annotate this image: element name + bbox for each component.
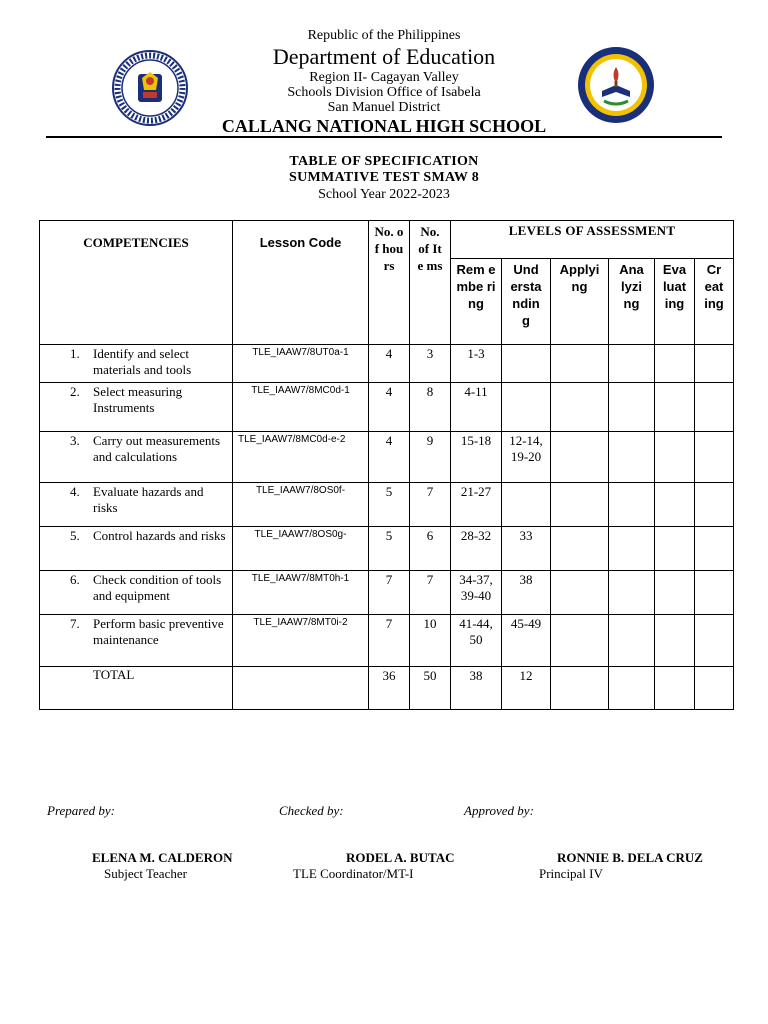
table-row (40, 615, 734, 667)
hours-cell: 4 (369, 432, 410, 483)
table-row (40, 383, 734, 432)
row-number: 4. (70, 484, 80, 499)
competency-cell (40, 345, 233, 383)
table-row (40, 345, 734, 383)
applying-cell (551, 483, 609, 527)
header-creating-text: Cr eat ing (704, 262, 724, 311)
header-remembering-text: Rem embe ring (456, 262, 496, 311)
hours-cell: 4 (369, 383, 410, 432)
hours-cell: 5 (369, 483, 410, 527)
creating-cell (695, 527, 734, 571)
competency-text: Carry out measurements and calculations (93, 433, 221, 464)
creating-cell (695, 571, 734, 615)
header-remembering (451, 259, 502, 345)
items-cell: 9 (410, 432, 451, 483)
table-header-row (40, 221, 734, 259)
competency-cell (40, 571, 233, 615)
table-row (40, 432, 734, 483)
remembering-cell: 1-3 (451, 345, 502, 383)
remembering-text: 41-44,50 (459, 616, 493, 647)
total-remembering: 38 (451, 667, 502, 710)
applying-cell (551, 571, 609, 615)
prepared-role: Subject Teacher (104, 866, 187, 881)
total-label: TOTAL (40, 667, 233, 710)
header-evaluating-text: Eva luat ing (662, 262, 687, 311)
header-items-text: No. of Ite ms (417, 224, 443, 273)
lesson-code: TLE_IAAW7/8UT0a-1 (233, 345, 369, 383)
evaluating-cell (655, 527, 695, 571)
school-name: CALLANG NATIONAL HIGH SCHOOL (221, 116, 547, 136)
header-competencies: COMPETENCIES (40, 221, 233, 345)
competency-cell (40, 432, 233, 483)
evaluating-cell (655, 432, 695, 483)
prepared-label: Prepared by: (47, 803, 115, 818)
items-cell: 3 (410, 345, 451, 383)
remembering-cell: 4-11 (451, 383, 502, 432)
header-evaluating (655, 259, 695, 345)
header-rule (46, 136, 722, 138)
checked-name: RODEL A. BUTAC (346, 850, 455, 865)
document-title: TABLE OF SPECIFICATION (289, 154, 479, 169)
total-items: 50 (410, 667, 451, 710)
header-items (410, 221, 451, 345)
remembering-cell: 15-18 (451, 432, 502, 483)
evaluating-cell (655, 615, 695, 667)
creating-cell (695, 345, 734, 383)
creating-cell (695, 432, 734, 483)
table-total-row (40, 667, 734, 710)
header-understanding (502, 259, 551, 345)
school-year: School Year 2022-2023 (318, 187, 450, 202)
lesson-code: TLE_IAAW7/8MC0d-1 (233, 383, 369, 432)
items-cell: 10 (410, 615, 451, 667)
republic-line: Republic of the Philippines (307, 28, 461, 43)
table-row (40, 527, 734, 571)
lesson-code: TLE_IAAW7/8OS0f- (233, 483, 369, 527)
competency-cell (40, 383, 233, 432)
total-applying (551, 667, 609, 710)
row-number: 5. (70, 528, 80, 543)
hours-cell: 7 (369, 571, 410, 615)
understanding-cell (502, 345, 551, 383)
row-number: 1. (70, 346, 80, 361)
remembering-cell: 21-27 (451, 483, 502, 527)
lesson-code: TLE_IAAW7/8OS0g- (233, 527, 369, 571)
understanding-cell: 33 (502, 527, 551, 571)
header-analyzing (609, 259, 655, 345)
analyzing-cell (609, 527, 655, 571)
creating-cell (695, 483, 734, 527)
lesson-code: TLE_IAAW7/8MC0d-e-2 (233, 432, 369, 483)
region-line: Region II- Cagayan Valley (309, 70, 459, 85)
analyzing-cell (609, 571, 655, 615)
evaluating-cell (655, 383, 695, 432)
header-applying (551, 259, 609, 345)
row-number: 6. (70, 572, 80, 587)
remembering-cell: 28-32 (451, 527, 502, 571)
understanding-cell (502, 383, 551, 432)
analyzing-cell (609, 483, 655, 527)
understanding-text: 12-14, 19-20 (509, 433, 543, 464)
understanding-cell: 38 (502, 571, 551, 615)
applying-cell (551, 345, 609, 383)
header-understanding-text: Und ersta ndin g (510, 262, 542, 328)
competency-text: Evaluate hazards and risks (93, 484, 204, 515)
items-cell: 6 (410, 527, 451, 571)
lesson-code: TLE_IAAW7/8MT0h-1 (233, 571, 369, 615)
header-applying-text: Applyi ng (559, 262, 600, 294)
competency-text: Select measuring Instruments (93, 384, 183, 415)
total-understanding: 12 (502, 667, 551, 710)
prepared-name: ELENA M. CALDERON (92, 850, 233, 865)
items-cell: 7 (410, 571, 451, 615)
competency-cell (40, 615, 233, 667)
creating-cell (695, 615, 734, 667)
header-levels: LEVELS OF ASSESSMENT (451, 221, 734, 259)
total-analyzing (609, 667, 655, 710)
checked-role: TLE Coordinator/MT-I (293, 866, 414, 881)
applying-cell (551, 527, 609, 571)
applying-cell (551, 432, 609, 483)
total-evaluating (655, 667, 695, 710)
approved-role: Principal IV (539, 866, 603, 881)
district-line: San Manuel District (327, 100, 441, 115)
region-block (0, 70, 768, 115)
header-analyzing-text: Ana lyzi ng (619, 262, 644, 311)
applying-cell (551, 383, 609, 432)
evaluating-cell (655, 345, 695, 383)
remembering-cell (451, 615, 502, 667)
evaluating-cell (655, 571, 695, 615)
total-creating (695, 667, 734, 710)
total-hours: 36 (369, 667, 410, 710)
competency-text: Identify and select materials and tools (93, 346, 192, 377)
division-line: Schools Division Office of Isabela (287, 85, 481, 100)
approved-label: Approved by: (464, 803, 534, 818)
table-row (40, 483, 734, 527)
competency-text: Check condition of tools and equipment (93, 572, 222, 603)
row-number: 7. (70, 616, 80, 631)
analyzing-cell (609, 432, 655, 483)
remembering-text: 34-37, 39-40 (459, 572, 493, 603)
approved-name: RONNIE B. DELA CRUZ (557, 850, 703, 865)
competency-cell (40, 483, 233, 527)
competency-text: Control hazards and risks (93, 528, 226, 543)
evaluating-cell (655, 483, 695, 527)
applying-cell (551, 615, 609, 667)
competency-text: Perform basic preventive maintenance (93, 616, 224, 647)
department-name: Department of Education (272, 44, 496, 69)
checked-label: Checked by: (279, 803, 344, 818)
header-creating (695, 259, 734, 345)
hours-cell: 5 (369, 527, 410, 571)
total-code (233, 667, 369, 710)
table-row (40, 571, 734, 615)
analyzing-cell (609, 615, 655, 667)
understanding-cell: 45-49 (502, 615, 551, 667)
hours-cell: 4 (369, 345, 410, 383)
analyzing-cell (609, 345, 655, 383)
lesson-code: TLE_IAAW7/8MT0i-2 (233, 615, 369, 667)
document-subtitle: SUMMATIVE TEST SMAW 8 (288, 170, 480, 185)
hours-cell: 7 (369, 615, 410, 667)
row-number: 2. (70, 384, 80, 399)
header-hours-text: No. of hou rs (374, 224, 404, 273)
header-hours (369, 221, 410, 345)
competency-cell (40, 527, 233, 571)
analyzing-cell (609, 383, 655, 432)
creating-cell (695, 383, 734, 432)
items-cell: 8 (410, 383, 451, 432)
row-number: 3. (70, 433, 80, 448)
specification-table (39, 220, 734, 710)
understanding-cell (502, 483, 551, 527)
understanding-cell (502, 432, 551, 483)
header-lesson-code: Lesson Code (233, 221, 369, 345)
items-cell: 7 (410, 483, 451, 527)
remembering-cell (451, 571, 502, 615)
